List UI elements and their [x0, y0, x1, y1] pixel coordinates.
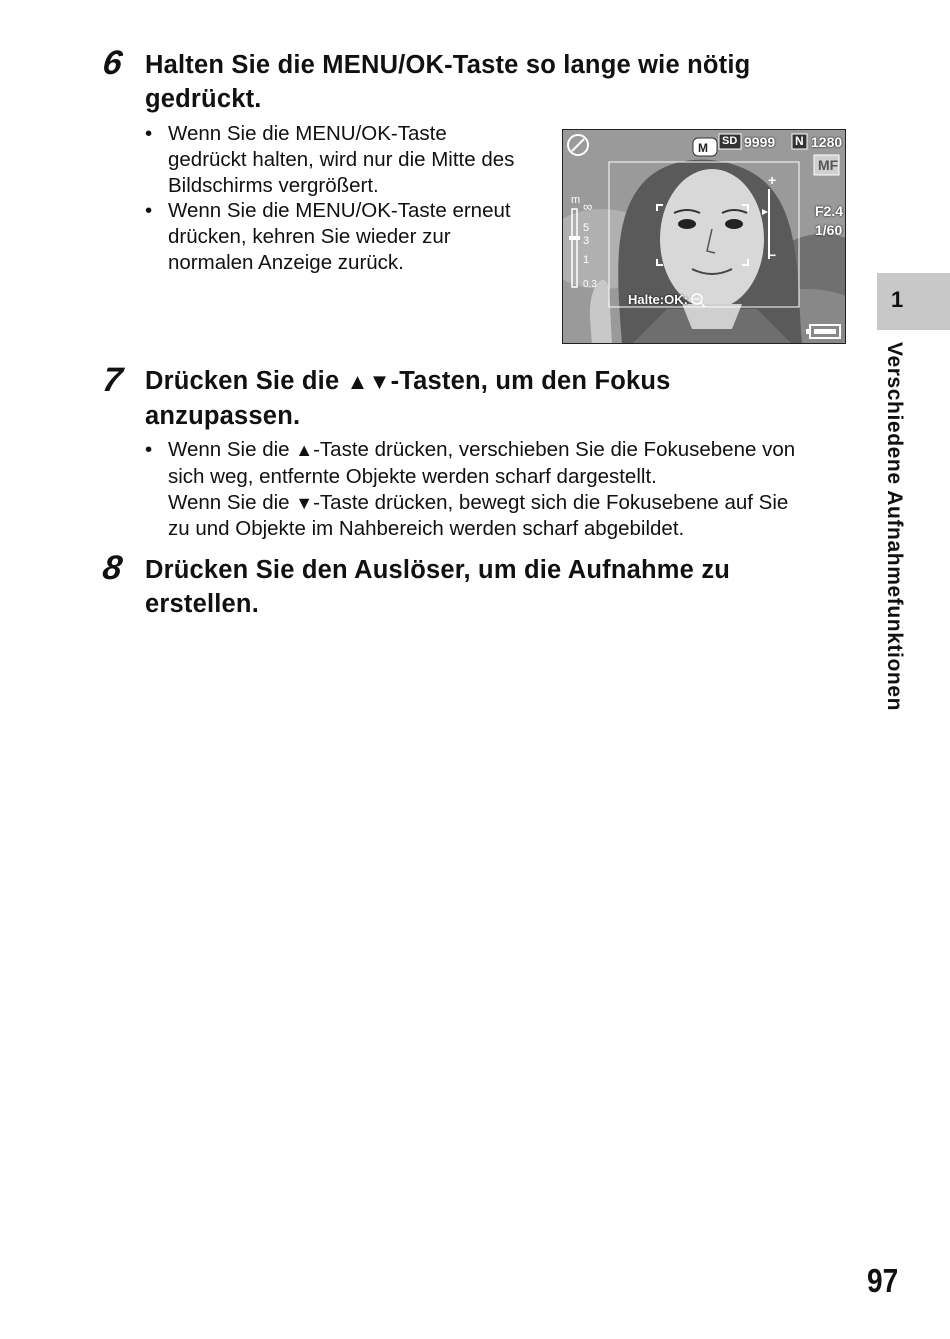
step-number-6: 6: [100, 44, 125, 82]
step-7-bullet-list: [145, 437, 855, 542]
camera-lcd-illustration: [562, 129, 846, 344]
hold-label: Halte:OK:: [628, 292, 688, 307]
bullet-line: [168, 437, 855, 464]
distance-03: 0.3: [583, 279, 597, 290]
step-7-heading: [145, 364, 671, 433]
bullet-text: Wenn Sie die: [168, 490, 296, 514]
chapter-tab: [877, 273, 950, 330]
up-arrow-icon: ▲: [295, 440, 314, 460]
plus-sign: +: [768, 172, 777, 188]
bullet-line: [168, 490, 855, 517]
page-number: 97: [867, 1262, 899, 1299]
bullet-line: zu und Objekte im Nahbereich werden scharf abgebildet.: [168, 517, 685, 541]
distance-3: 3: [583, 235, 590, 247]
bullet-text: -Taste drücken, verschieben Sie die Fokusebene von: [313, 438, 796, 461]
bullet-line: drücken, kehren Sie wieder zur: [168, 225, 451, 249]
step-6-heading-line2: gedrückt.: [145, 85, 262, 113]
step-6-bullet-list: [145, 121, 545, 276]
resolution: 1280: [811, 134, 843, 150]
distance-5: 5: [583, 222, 590, 234]
focus-mode-badge: MF: [818, 157, 839, 173]
up-down-arrow-icon: ▲▼: [346, 369, 391, 394]
chapter-number: 1: [891, 287, 904, 312]
distance-1: 1: [583, 254, 590, 266]
shutter-value: 1/60: [815, 222, 843, 238]
bullet-line: gedrückt halten, wird nur die Mitte des: [168, 147, 515, 171]
bullet-text: Wenn Sie die: [168, 438, 296, 461]
list-item: [145, 121, 545, 198]
minus-sign: −: [768, 247, 777, 263]
heading-text: Drücken Sie die: [145, 367, 347, 395]
step-7-heading-line2: anzupassen.: [145, 402, 301, 430]
down-arrow-icon: ▼: [295, 492, 314, 513]
step-number-8: 8: [100, 549, 125, 587]
list-item: [145, 437, 855, 542]
sd-badge: SD: [722, 135, 738, 147]
step-8-heading-line2: erstellen.: [145, 590, 259, 618]
step-6-heading: [145, 48, 750, 116]
heading-text: -Tasten, um den Fokus: [390, 367, 671, 395]
distance-infinity: ∞: [583, 199, 593, 214]
bullet-line: normalen Anzeige zurück.: [168, 250, 404, 274]
step-8-heading-line1: Drücken Sie den Auslöser, um die Aufnahme zu: [145, 556, 731, 584]
mode-badge: M: [698, 141, 708, 155]
shots-remaining: 9999: [744, 134, 776, 150]
step-8-heading: [145, 553, 730, 621]
step-7-heading-line1: [145, 364, 671, 399]
bullet-line: • Wenn Sie die MENU/OK-Taste erneut: [168, 199, 511, 223]
bullet-line: • Wenn Sie die MENU/OK-Taste: [168, 122, 447, 145]
list-item: [145, 198, 545, 275]
quality-badge: N: [795, 134, 804, 148]
bullet-line: Bildschirms vergrößert.: [168, 173, 379, 197]
step-number-7: 7: [100, 361, 125, 399]
chapter-title: Verschiedene Aufnahmefunktionen: [883, 342, 906, 712]
distance-unit: m: [571, 194, 581, 206]
aperture-value: F2.4: [815, 203, 844, 219]
step-6-heading-line1: Halten Sie die MENU/OK-Taste so lange wie nötig: [145, 51, 751, 79]
bullet-text: -Taste drücken, bewegt sich die Fokusebene auf Sie: [313, 490, 789, 514]
bullet-line: sich weg, entfernte Objekte werden scharf dargestellt.: [168, 464, 657, 488]
